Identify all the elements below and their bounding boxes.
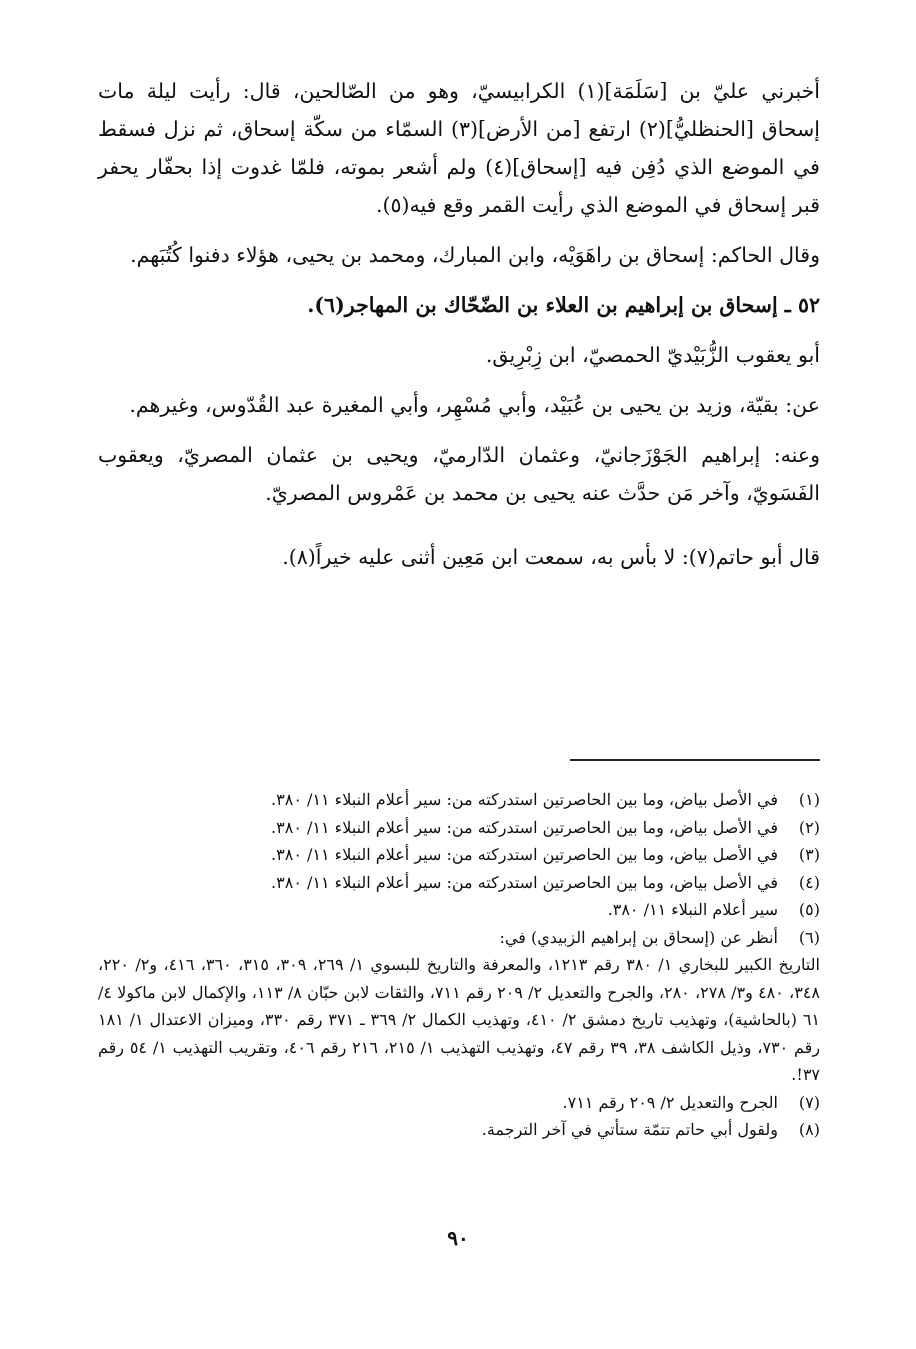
footnote-6-sources: التاريخ الكبير للبخاري ١/ ٣٨٠ رقم ١٢١٣، والمعرفة والتاريخ للبسوي ١/ ٢٦٩، ٣٠٩، ٣١٥، ٣٦٠، ٤١٦، و٢/ ٢٢٠، ٣٤٨، ٤٨٠ و٣/ ٢٧٨، ٢٨٠، والجرح والتعديل ٢/ ٢٠٩ رقم ٧١١، والثقات لابن حبّان ٨/ ١١٣، والإكمال لابن ماكولا ٤/ ٦١ (بالحاشية)، وتهذيب تاريخ دمشق ٢/ ٤١٠، وتهذيب الكمال ٢/ ٣٦٩ ـ ٣٧١ رقم ٣٣٠، وميزان الاعتدال ١/ ١٨١ رقم ٧٣٠، وذيل الكاشف ٣٨، ٣٩ رقم ٤٧، وتهذيب التهذيب ١/ ٢١٥، ٢١٦ رقم ٤٠٦، وتقريب التهذيب ١/ ٥٤ رقم ٣٧!. [98, 955, 821, 1084]
footnote-number: (٣) [798, 845, 820, 864]
paragraph-teachers: عن: بقيّة، وزيد بن يحيى بن عُبَيْد، وأبي مُسْهِر، وأبي المغيرة عبد القُدّوس، وغيرهم. [129, 393, 820, 417]
paragraph-students: وعنه: إبراهيم الجَوْزَجانيّ، وعثمان الدّارميّ، ويحيى بن عثمان المصريّ، ويعقوب الفَسَويّ، وآخر مَن حدَّث عنه يحيى بن محمد بن عَمْروس المصريّ. [98, 443, 820, 505]
footnote-text: في الأصل بياض، وما بين الحاصرتين استدركته من: سير أعلام النبلاء ١١/ ٣٨٠. [271, 790, 778, 809]
paragraph-hakim: وقال الحاكم: إسحاق بن راهَوَيْه، وابن المبارك، ومحمد بن يحيى، هؤلاء دفنوا كُتُبَهم. [130, 243, 820, 267]
footnote-text: أنظر عن (إسحاق بن إبراهيم الزبيدي) في: [499, 927, 778, 947]
footnote-divider [570, 759, 820, 761]
page-number: ٩٠ [447, 1226, 469, 1250]
footnotes [98, 786, 820, 1144]
footnote-text: ولقول أبي حاتم تتمّة ستأتي في آخر الترجمة. [481, 1120, 778, 1139]
footnote-text: في الأصل بياض، وما بين الحاصرتين استدركته من: سير أعلام النبلاء ١١/ ٣٨٠. [271, 817, 778, 837]
footnote-5 [98, 896, 820, 924]
footnote-text: في الأصل بياض، وما بين الحاصرتين استدركته من: سير أعلام النبلاء ١١/ ٣٨٠. [271, 872, 778, 892]
paragraph-narration: أخبرني عليّ بن [سَلَمَة](١) الكرابيسيّ، وهو من الصّالحين، قال: رأيت ليلة مات إسحاق [الحنظليُّ](٢) ارتفع [من الأرض](٣) السمّاء من سكّة إسحاق، ثم نزل فسقط في الموضع الذي دُفِن فيه [إسحاق](٤) ولم أشعر بموته، فلمّا غدوت إذا بحفّار يحفر قبر إسحاق في الموضع الذي رأيت القمر وقع فيه(٥). [98, 79, 821, 217]
footnote-4 [98, 869, 820, 897]
footnote-text: سير أعلام النبلاء ١١/ ٣٨٠. [607, 900, 778, 919]
footnote-number: (١) [798, 790, 820, 809]
paragraph-kunya: أبو يعقوب الزُّبَيْديّ الحمصيّ، ابن زِبْرِيق. [485, 343, 820, 367]
main-text [98, 72, 820, 588]
footnote-8 [98, 1116, 820, 1144]
entry-heading: ٥٢ ـ إسحاق بن إبراهيم بن العلاء بن الضّحّاك بن المهاجر(٦). [307, 293, 820, 317]
footnote-3 [98, 841, 820, 869]
footnote-number: (٤) [798, 872, 820, 892]
footnote-6 [98, 924, 820, 952]
footnote-text: الجرح والتعديل ٢/ ٢٠٩ رقم ٧١١. [562, 1092, 778, 1112]
footnote-text: في الأصل بياض، وما بين الحاصرتين استدركته من: سير أعلام النبلاء ١١/ ٣٨٠. [271, 845, 778, 864]
footnote-number: (٦) [798, 927, 820, 947]
footnote-7 [98, 1089, 820, 1117]
paragraph-abu-hatim: قال أبو حاتم(٧): لا بأس به، سمعت ابن مَعِين أثنى عليه خيراً(٨). [282, 545, 820, 569]
footnote-1 [98, 786, 820, 814]
footnote-number: (٢) [798, 817, 820, 837]
footnote-number: (٧) [798, 1092, 820, 1112]
footnote-number: (٥) [798, 900, 820, 919]
footnote-number: (٨) [798, 1120, 820, 1139]
footnote-2 [98, 814, 820, 842]
